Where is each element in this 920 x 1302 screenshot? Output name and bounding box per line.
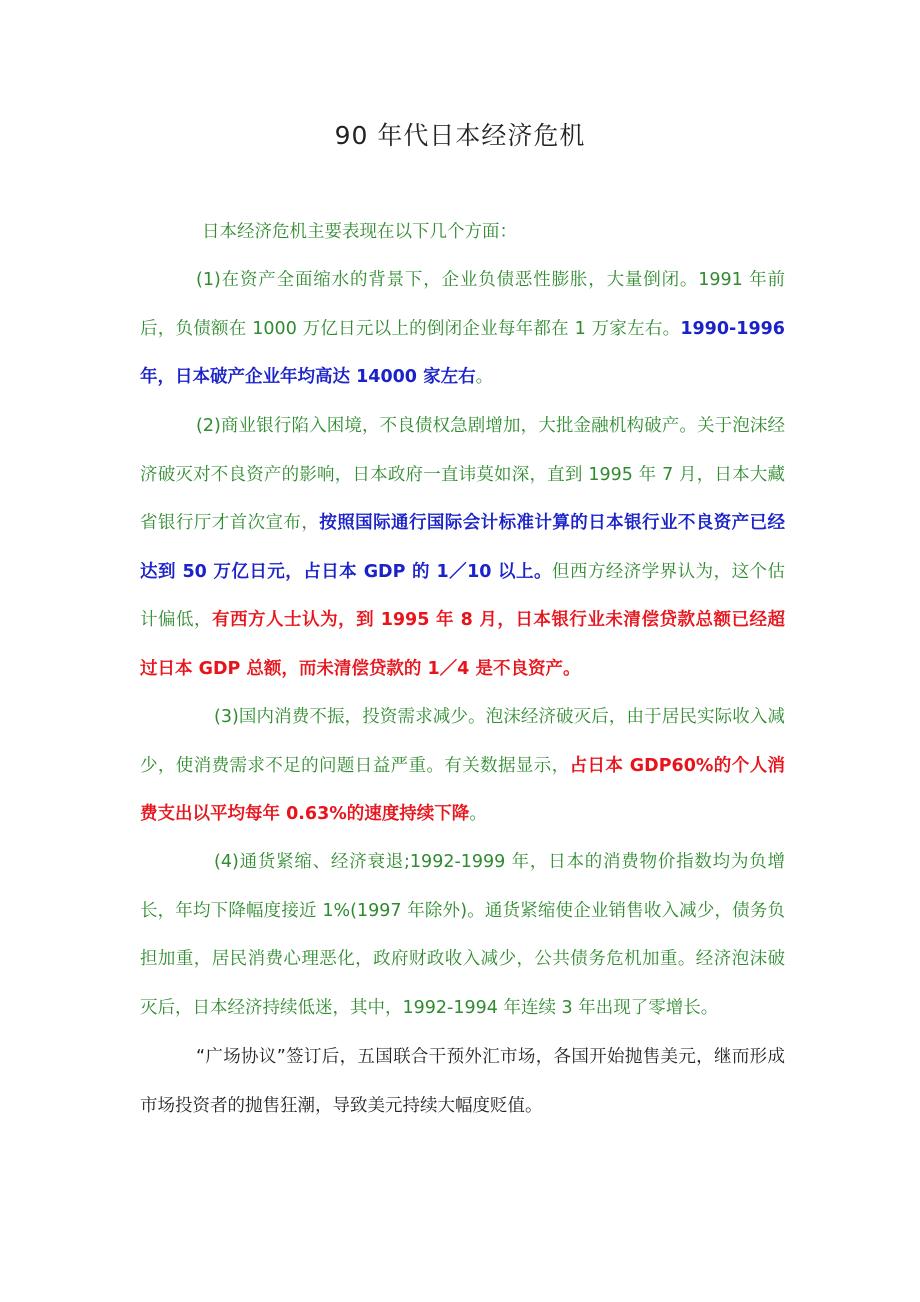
paragraph-3-text: (3)国内消费不振，投资需求减少。泡沫经济破灭后，由于居民实际收入减少，使消费需求不足的问题日益严重。有关数据显示， <box>140 707 785 776</box>
paragraph-2 <box>140 402 785 693</box>
paragraph-2-highlight-red: 有西方人士认为，到 1995 年 8 月，日本银行业未清偿贷款总额已经超过日本 GDP 总额，而未清偿贷款的 1／4 是不良资产。 <box>140 610 785 679</box>
paragraph-3 <box>140 693 785 839</box>
paragraph-2-highlight-blue: 按照国际通行国际会计标准计算的日本银行业不良资产已经达到 50 万亿日元，占日本 GDP 的 1／10 以上。 <box>140 513 786 582</box>
paragraph-2-middle: 但西方经济学界认为，这个估计偏低， <box>140 561 785 630</box>
paragraph-5-text: “广场协议”签订后，五国联合干预外汇市场，各国开始抛售美元，继而形成市场投资者的抛售狂潮，导致美元持续大幅度贬值。 <box>140 1047 785 1116</box>
paragraph-4 <box>140 838 785 1032</box>
paragraph-1-highlight: 1990-1996 年，日本破产企业年均高达 14000 家左右 <box>140 318 785 387</box>
intro-text: 日本经济危机主要表现在以下几个方面： <box>202 222 517 242</box>
paragraph-2-text: (2)商业银行陷入困境，不良债权急剧增加，大批金融机构破产。关于泡沫经济破灭对不良资产的影响，日本政府一直讳莫如深，直到 1995 年 7 月，日本大藏省银行厅才首次宣布， <box>140 416 785 533</box>
paragraph-3-highlight-red: 占日本 GDP60%的个人消费支出以平均每年 0.63%的速度持续下降 <box>140 755 786 824</box>
paragraph-1 <box>140 256 785 402</box>
paragraph-3-end: 。 <box>469 804 487 824</box>
page-title: 90 年代日本经济危机 <box>334 121 586 150</box>
intro-paragraph <box>140 208 785 257</box>
paragraph-1-end: 。 <box>475 367 494 387</box>
paragraph-5 <box>140 1033 785 1130</box>
paragraph-4-text: (4)通货紧缩、经济衰退;1992-1999 年，日本的消费物价指数均为负增长，年均下降幅度接近 1%(1997 年除外)。通货紧缩使企业销售收入减少，债务负担加重，居民消费心理恶化，政府财政收入减少，公共债务危机加重。经济泡沫破灭后，日本经济持续低迷，其中，1992-1994 年连续 3 年出现了零增长。 <box>140 852 785 1018</box>
paragraph-1-text: (1)在资产全面缩水的背景下，企业负债恶性膨胀，大量倒闭。1991 年前后，负债额在 1000 万亿日元以上的倒闭企业每年都在 1 万家左右。 <box>140 270 785 339</box>
